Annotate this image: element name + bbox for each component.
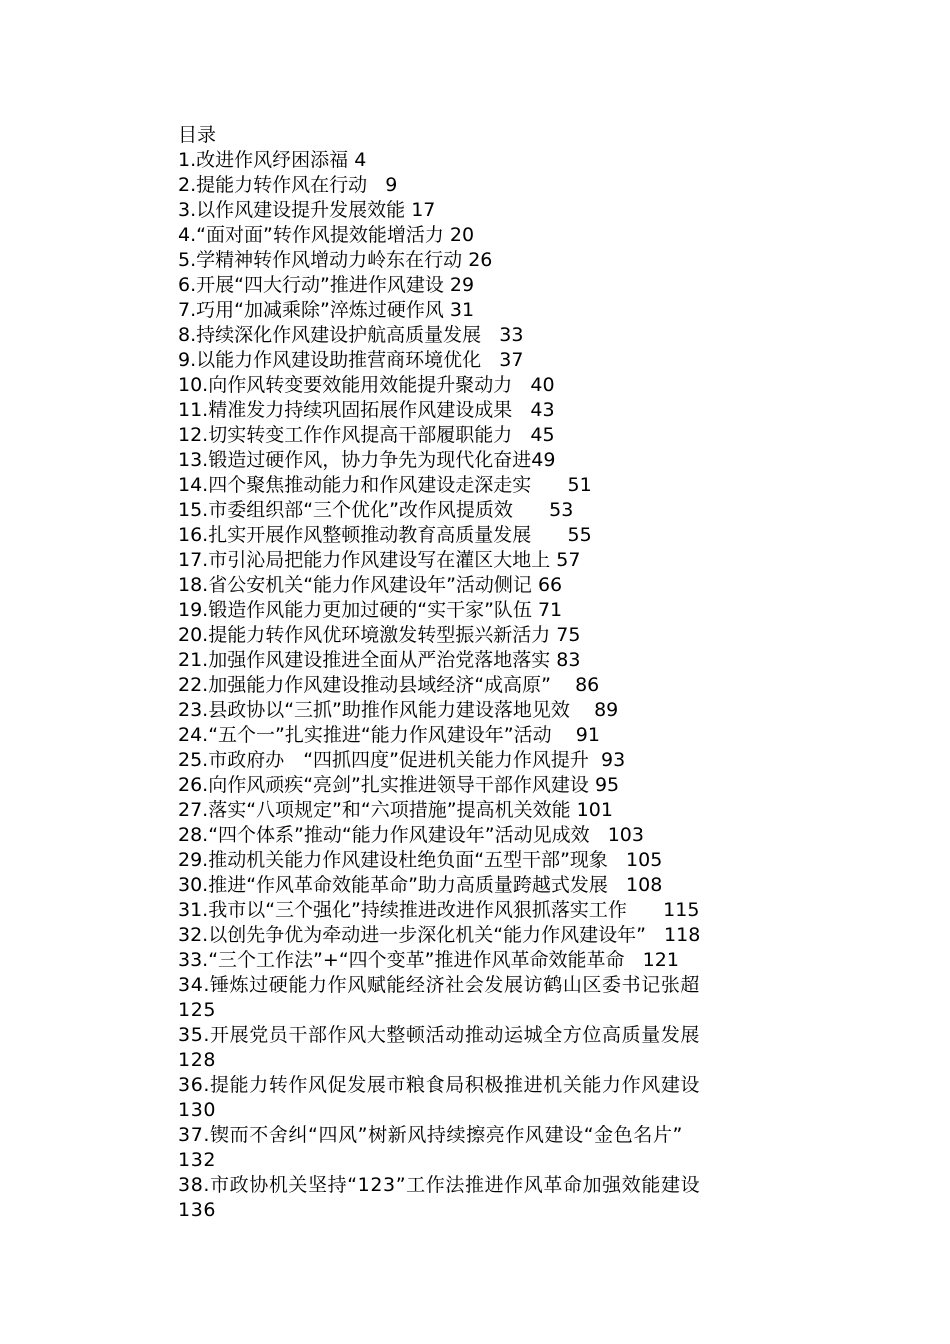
toc-entry-number: 34. bbox=[178, 974, 211, 996]
toc-entry-title: 我市以“三个强化”持续推进改进作风狠抓落实工作 bbox=[208, 899, 627, 921]
toc-entry-title: 提能力转作风促发展市粮食局积极推进机关能力作风建设 bbox=[210, 1074, 701, 1096]
toc-entry-page-number: 91 bbox=[575, 724, 600, 746]
toc-entry-title: “五个一”扎实推进“能力作风建设年”活动 bbox=[208, 724, 552, 746]
toc-entry-number: 24. bbox=[178, 724, 209, 746]
toc-entry[interactable] bbox=[178, 823, 818, 848]
toc-entry-number: 31. bbox=[178, 899, 209, 921]
toc-entry-number: 8. bbox=[178, 324, 197, 346]
toc-entry-gap bbox=[570, 699, 594, 721]
toc-entry[interactable] bbox=[178, 298, 818, 323]
toc-entry-page-number: 71 bbox=[537, 599, 563, 621]
toc-entry-page-number: 101 bbox=[576, 799, 613, 821]
toc-entry-number: 1. bbox=[178, 149, 197, 171]
toc-entry-title: 落实“八项规定”和“六项措施”提高机关效能 bbox=[208, 799, 571, 821]
toc-entry-title: 持续深化作风建设护航高质量发展 bbox=[196, 324, 482, 346]
toc-entry-number: 3. bbox=[178, 199, 197, 221]
toc-entry-page-number: 17 bbox=[411, 199, 436, 221]
toc-entry[interactable] bbox=[178, 948, 818, 973]
toc-entry-number: 22. bbox=[178, 674, 209, 696]
toc-entry-title: 推动机关能力作风建设杜绝负面“五型干部”现象 bbox=[208, 849, 608, 871]
toc-entry[interactable] bbox=[178, 623, 818, 648]
toc-entry-page-number: 29 bbox=[449, 274, 475, 296]
toc-entry-page-number: 130 bbox=[178, 1099, 217, 1121]
toc-entry-number: 12. bbox=[178, 424, 209, 446]
toc-entry[interactable] bbox=[178, 698, 818, 723]
toc-entry-gap bbox=[625, 949, 643, 971]
toc-entry-title: 向作风转变要效能用效能提升聚动力 bbox=[208, 374, 513, 396]
toc-entry-title: 推进“作风革命效能革命”助力高质量跨越式发展 bbox=[208, 874, 608, 896]
toc-entry-gap bbox=[608, 874, 626, 896]
toc-entry-title: 县政协以“三抓”助推作风能力建设落地见效 bbox=[208, 699, 570, 721]
toc-entry-title: 向作风顽疾“亮剑”扎实推进领导干部作风建设 bbox=[208, 774, 589, 796]
toc-entry[interactable] bbox=[178, 173, 818, 198]
toc-entry[interactable] bbox=[178, 748, 818, 773]
toc-entry-number: 36. bbox=[178, 1074, 211, 1096]
toc-entry-number: 32. bbox=[178, 924, 209, 946]
toc-entry[interactable] bbox=[178, 523, 818, 548]
toc-entry-page-number: 9 bbox=[385, 174, 398, 196]
toc-entry[interactable] bbox=[178, 723, 818, 748]
toc-entry-number: 38. bbox=[178, 1174, 211, 1196]
toc-entry-page-number: 43 bbox=[530, 399, 555, 421]
toc-entry-number: 6. bbox=[178, 274, 197, 296]
toc-entry-page-number: 103 bbox=[607, 824, 644, 846]
toc-entry[interactable] bbox=[178, 498, 818, 523]
toc-entry-title: “三个工作法”+“四个变革”推进作风革命效能革命 bbox=[208, 949, 625, 971]
toc-entry-number: 21. bbox=[178, 649, 209, 671]
toc-entry-number: 28. bbox=[178, 824, 209, 846]
toc-entry-number: 18. bbox=[178, 574, 209, 596]
toc-entry-gap bbox=[531, 474, 567, 496]
toc-entry-title: 以创先争优为牵动进一步深化机关“能力作风建设年” bbox=[208, 924, 646, 946]
toc-entry-gap bbox=[512, 399, 530, 421]
toc-entry-title: “面对面”转作风提效能增活力 bbox=[196, 224, 444, 246]
toc-entry-gap bbox=[589, 749, 601, 771]
toc-entry[interactable] bbox=[178, 473, 818, 498]
toc-entry-page-number: 33 bbox=[499, 324, 524, 346]
toc-entry-number: 11. bbox=[178, 399, 209, 421]
toc-entry[interactable] bbox=[178, 1023, 818, 1073]
toc-entry-number: 33. bbox=[178, 949, 209, 971]
toc-entry-page-number: 75 bbox=[556, 624, 581, 646]
toc-entry-page-number: 57 bbox=[556, 549, 581, 571]
toc-entry-gap bbox=[590, 824, 608, 846]
toc-entry-page-number: 105 bbox=[626, 849, 663, 871]
toc-entry-number: 30. bbox=[178, 874, 209, 896]
toc-entry-number: 2. bbox=[178, 174, 197, 196]
toc-entry-number: 13. bbox=[178, 449, 209, 471]
toc-entry-title: 以能力作风建设助推营商环境优化 bbox=[196, 349, 482, 371]
toc-entry-page-number: 136 bbox=[178, 1199, 217, 1221]
toc-entry[interactable] bbox=[178, 873, 818, 898]
toc-entry-gap bbox=[627, 899, 663, 921]
toc-entry-number: 9. bbox=[178, 349, 197, 371]
toc-entry-page-number: 55 bbox=[567, 524, 592, 546]
toc-entry[interactable] bbox=[178, 923, 818, 948]
toc-entry-number: 4. bbox=[178, 224, 197, 246]
toc-entry-title: 切实转变工作作风提高干部履职能力 bbox=[208, 424, 513, 446]
toc-entry-page-number: 31 bbox=[449, 299, 475, 321]
toc-entry-number: 16. bbox=[178, 524, 209, 546]
toc-entry-gap bbox=[367, 174, 385, 196]
toc-entry-page-number: 66 bbox=[537, 574, 563, 596]
toc-entry-title: 扎实开展作风整顿推动教育高质量发展 bbox=[208, 524, 532, 546]
toc-entry[interactable] bbox=[178, 223, 818, 248]
toc-entry-number: 25. bbox=[178, 749, 209, 771]
toc-entry-title: 加强能力作风建设推动县域经济“成高原” bbox=[208, 674, 551, 696]
toc-entry-page-number: 37 bbox=[499, 349, 524, 371]
toc-entry-number: 35. bbox=[178, 1024, 211, 1046]
toc-entry[interactable] bbox=[178, 148, 818, 173]
document-page bbox=[178, 123, 818, 1223]
toc-entry[interactable] bbox=[178, 898, 818, 923]
toc-entry-gap bbox=[608, 849, 626, 871]
toc-entry-gap bbox=[531, 524, 567, 546]
toc-entry[interactable] bbox=[178, 248, 818, 273]
toc-entry-gap bbox=[481, 349, 499, 371]
toc-entry-page-number: 4 bbox=[354, 149, 367, 171]
toc-entry-gap bbox=[481, 324, 499, 346]
toc-entry-title: 市委组织部“三个优化”改作风提质效 bbox=[208, 499, 513, 521]
toc-entry-title: 锤炼过硬能力作风赋能经济社会发展访鹤山区委书记张超 bbox=[210, 974, 701, 996]
toc-entry-number: 14. bbox=[178, 474, 209, 496]
toc-entry-number: 19. bbox=[178, 599, 209, 621]
toc-entry-number: 37. bbox=[178, 1124, 211, 1146]
toc-entry-title: 以作风建设提升发展效能 bbox=[196, 199, 406, 221]
toc-entry-page-number: 108 bbox=[626, 874, 663, 896]
toc-entry[interactable] bbox=[178, 1173, 818, 1223]
toc-entry-number: 10. bbox=[178, 374, 209, 396]
toc-entry-title: “四个体系”推动“能力作风建设年”活动见成效 bbox=[208, 824, 590, 846]
toc-entry-title: 加强作风建设推进全面从严治党落地落实 bbox=[208, 649, 551, 671]
toc-entry-number: 29. bbox=[178, 849, 209, 871]
toc-entry-number: 15. bbox=[178, 499, 209, 521]
toc-entry[interactable] bbox=[178, 773, 818, 798]
toc-entry[interactable] bbox=[178, 398, 818, 423]
toc-entry[interactable] bbox=[178, 973, 818, 1023]
toc-list bbox=[178, 148, 818, 1223]
toc-entry[interactable] bbox=[178, 323, 818, 348]
toc-entry-title: 改进作风纾困添福 bbox=[196, 149, 349, 171]
toc-entry-gap bbox=[512, 374, 530, 396]
toc-entry[interactable] bbox=[178, 798, 818, 823]
toc-heading: 目录 bbox=[178, 124, 217, 146]
toc-entry-number: 5. bbox=[178, 249, 197, 271]
toc-entry-gap bbox=[646, 924, 664, 946]
toc-entry-page-number: 51 bbox=[567, 474, 592, 496]
toc-entry-page-number: 118 bbox=[664, 924, 701, 946]
toc-entry[interactable] bbox=[178, 348, 818, 373]
toc-entry-page-number: 83 bbox=[556, 649, 581, 671]
toc-entry[interactable] bbox=[178, 1123, 818, 1173]
toc-entry-page-number: 125 bbox=[178, 999, 217, 1021]
toc-entry-title: 提能力转作风在行动 bbox=[196, 174, 368, 196]
toc-entry-page-number: 86 bbox=[575, 674, 600, 696]
toc-entry[interactable] bbox=[178, 198, 818, 223]
toc-entry-page-number: 49 bbox=[531, 449, 556, 471]
toc-entry-title: 锻造作风能力更加过硬的“实干家”队伍 bbox=[208, 599, 532, 621]
toc-entry-title: 提能力转作风优环境激发转型振兴新活力 bbox=[208, 624, 551, 646]
toc-entry-title: 开展“四大行动”推进作风建设 bbox=[196, 274, 444, 296]
toc-entry[interactable] bbox=[178, 648, 818, 673]
toc-entry-title: 精准发力持续巩固拓展作风建设成果 bbox=[208, 399, 513, 421]
toc-entry-title: 省公安机关“能力作风建设年”活动侧记 bbox=[208, 574, 532, 596]
toc-entry-page-number: 53 bbox=[549, 499, 574, 521]
toc-entry[interactable] bbox=[178, 423, 818, 448]
toc-entry-number: 17. bbox=[178, 549, 209, 571]
toc-entry-title: 四个聚焦推动能力和作风建设走深走实 bbox=[208, 474, 532, 496]
toc-entry[interactable] bbox=[178, 673, 818, 698]
toc-entry-title: 巧用“加减乘除”淬炼过硬作风 bbox=[196, 299, 444, 321]
toc-entry-page-number: 132 bbox=[178, 1149, 217, 1171]
toc-entry-gap bbox=[551, 674, 575, 696]
toc-entry-page-number: 20 bbox=[449, 224, 475, 246]
toc-entry-title: 学精神转作风增动力岭东在行动 bbox=[196, 249, 463, 271]
toc-entry-gap bbox=[513, 499, 549, 521]
toc-entry[interactable] bbox=[178, 573, 818, 598]
toc-entry-number: 23. bbox=[178, 699, 209, 721]
toc-entry-page-number: 89 bbox=[594, 699, 619, 721]
toc-entry-gap bbox=[552, 724, 576, 746]
toc-entry-page-number: 115 bbox=[663, 899, 700, 921]
toc-entry[interactable] bbox=[178, 548, 818, 573]
toc-entry[interactable] bbox=[178, 373, 818, 398]
toc-entry-gap bbox=[512, 424, 530, 446]
toc-entry-number: 26. bbox=[178, 774, 209, 796]
toc-entry-page-number: 40 bbox=[530, 374, 555, 396]
toc-entry-number: 20. bbox=[178, 624, 209, 646]
toc-entry-page-number: 93 bbox=[601, 749, 626, 771]
toc-entry[interactable] bbox=[178, 1073, 818, 1123]
toc-entry[interactable] bbox=[178, 273, 818, 298]
toc-entry-title: 锻造过硬作风，协力争先为现代化奋进 bbox=[208, 449, 532, 471]
toc-entry-title: 市政府办 “四抓四度”促进机关能力作风提升 bbox=[208, 749, 589, 771]
toc-entry-title: 市引沁局把能力作风建设写在灌区大地上 bbox=[208, 549, 551, 571]
toc-entry-number: 27. bbox=[178, 799, 209, 821]
toc-entry[interactable] bbox=[178, 598, 818, 623]
toc-entry-page-number: 95 bbox=[594, 774, 620, 796]
toc-entry[interactable] bbox=[178, 448, 818, 473]
toc-entry-title: 开展党员干部作风大整顿活动推动运城全方位高质量发展 bbox=[210, 1024, 701, 1046]
toc-entry-page-number: 26 bbox=[468, 249, 493, 271]
toc-entry-number: 7. bbox=[178, 299, 197, 321]
toc-entry-page-number: 45 bbox=[530, 424, 555, 446]
toc-entry-page-number: 121 bbox=[642, 949, 679, 971]
toc-entry-page-number: 128 bbox=[178, 1049, 217, 1071]
toc-entry-title: 市政协机关坚持“123”工作法推进作风革命加强效能建设 bbox=[210, 1174, 701, 1196]
toc-entry[interactable] bbox=[178, 848, 818, 873]
toc-entry-title: 锲而不舍纠“四风”树新风持续擦亮作风建设“金色名片” bbox=[210, 1124, 684, 1146]
